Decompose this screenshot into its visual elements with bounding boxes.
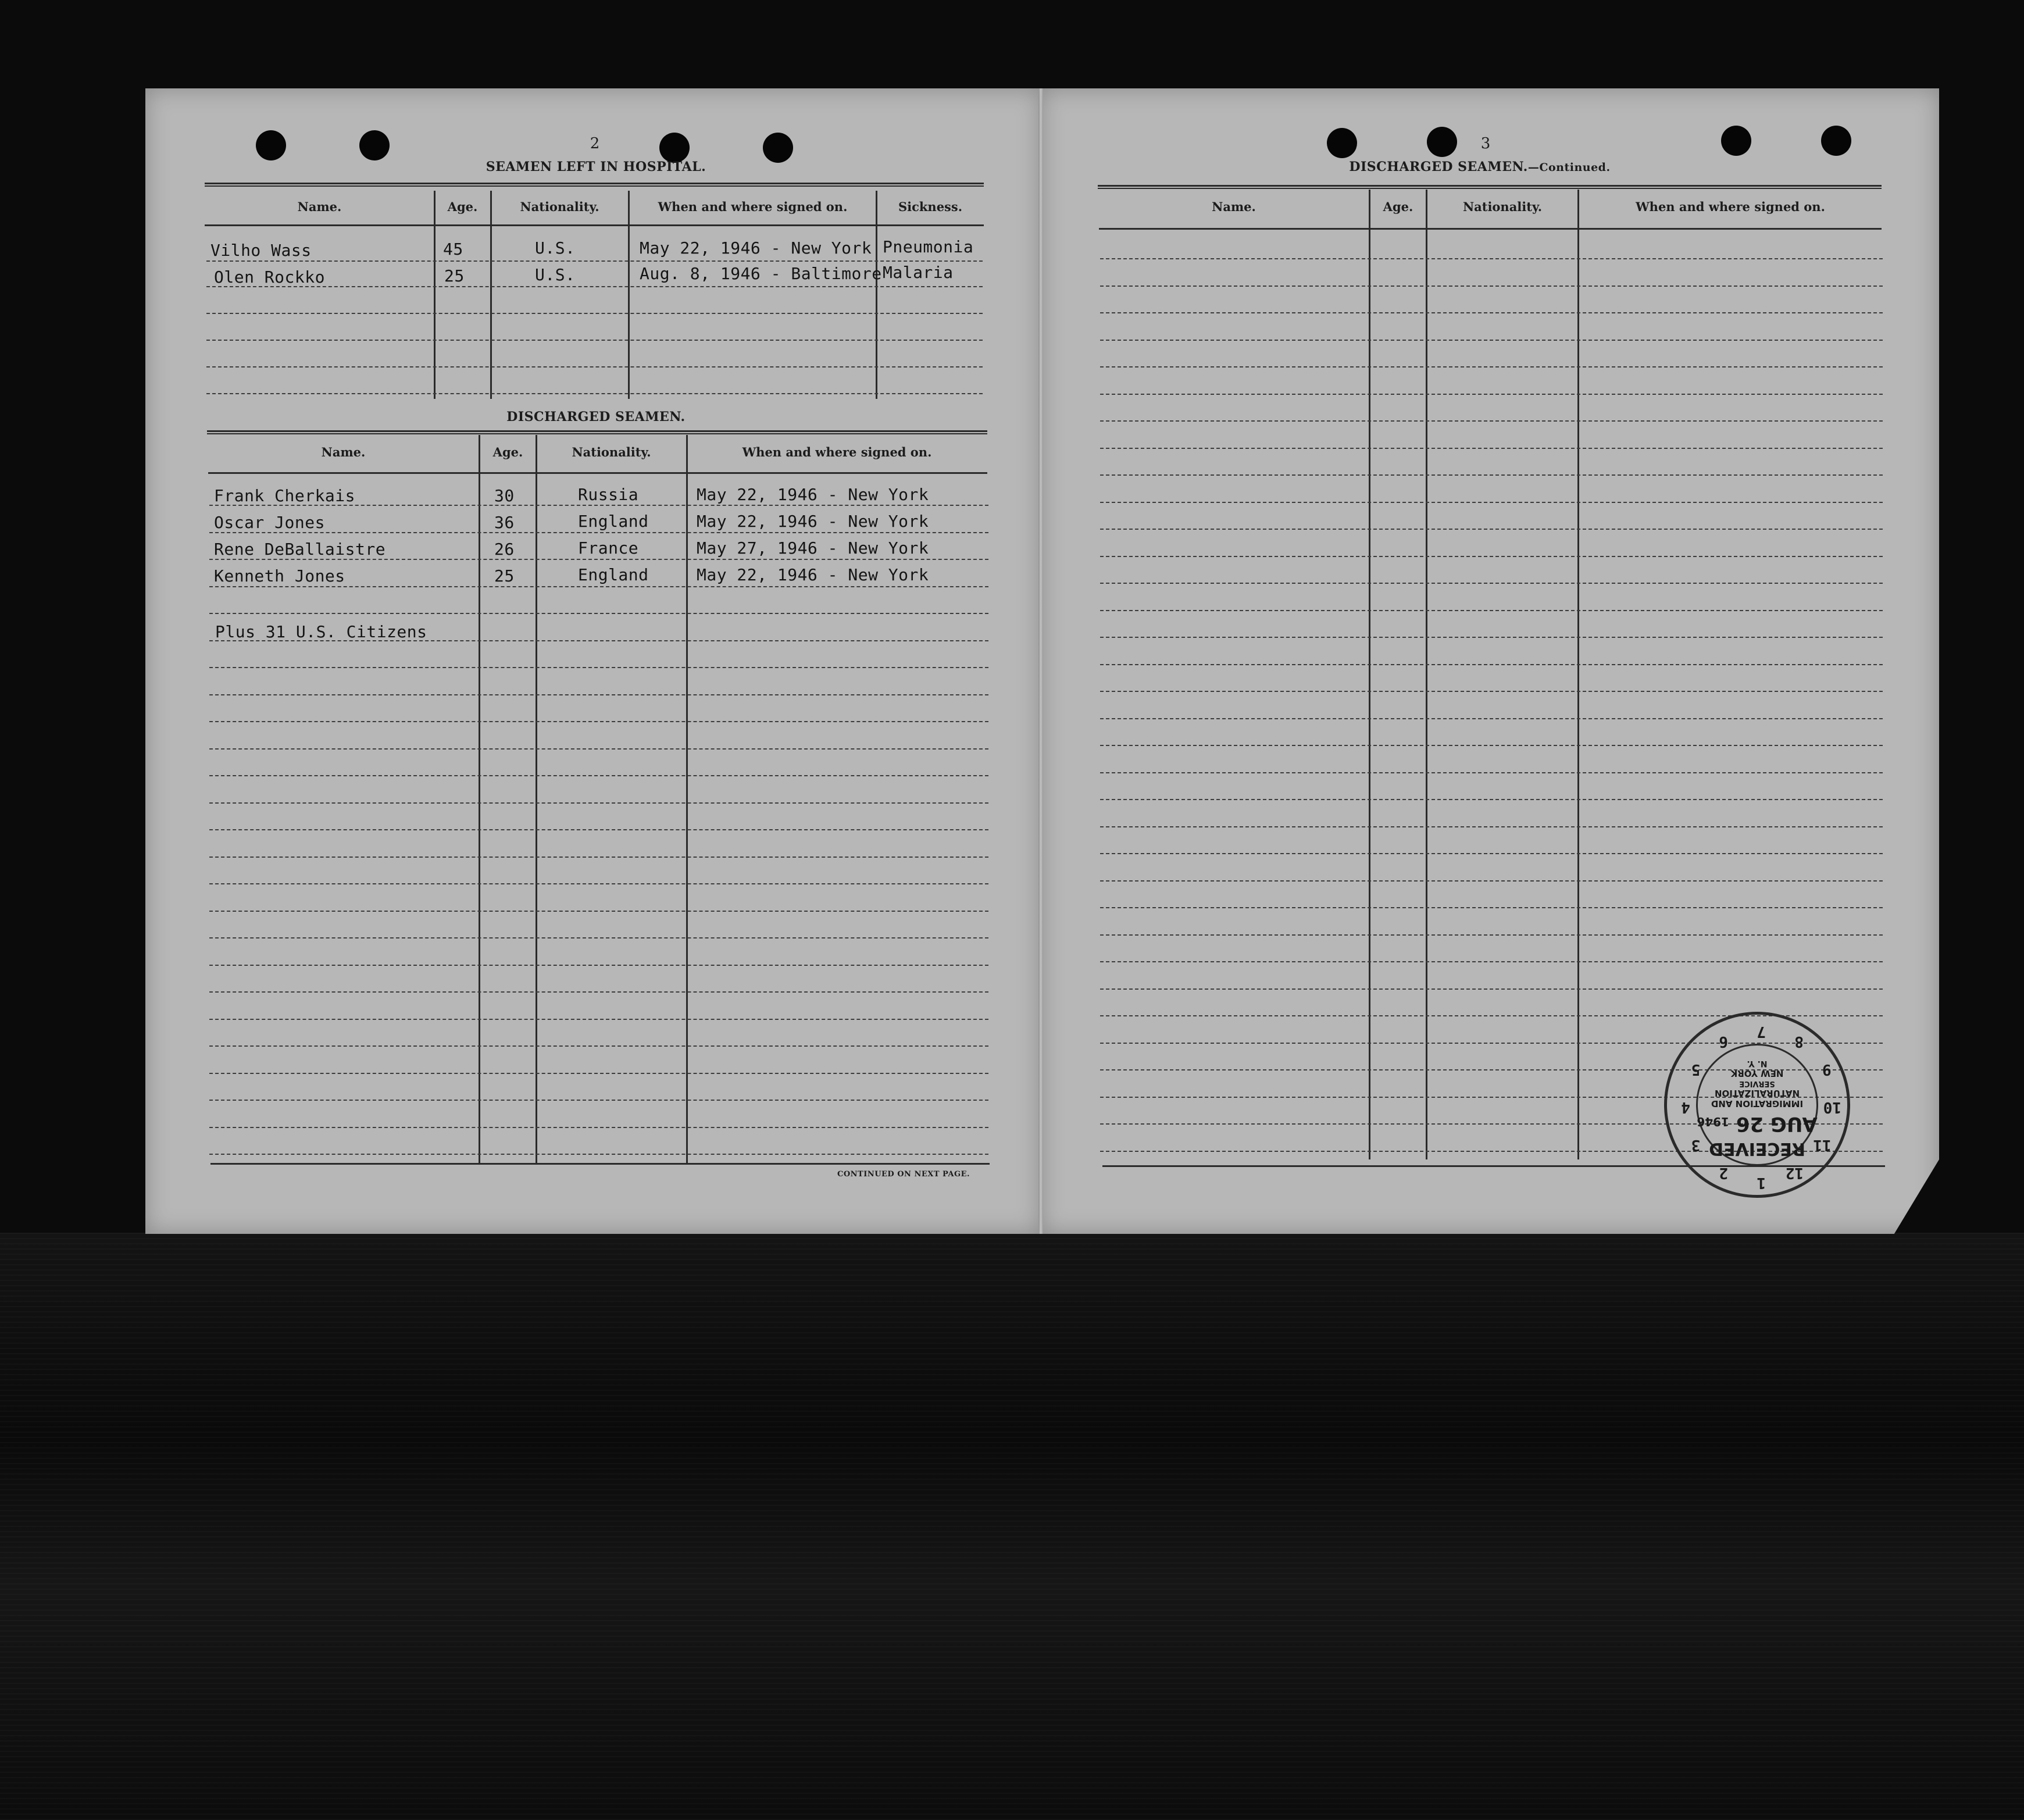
section-rule <box>205 183 984 187</box>
row-line <box>206 340 983 341</box>
punch-hole <box>1721 126 1751 156</box>
hospital-nationality: U.S. <box>535 265 576 284</box>
row-line <box>1100 664 1883 665</box>
col-header-signed-on: When and where signed on. <box>1636 199 1825 214</box>
hospital-age: 45 <box>443 240 463 259</box>
stamp-line: NEW YORK <box>1730 1068 1784 1079</box>
row-line <box>209 613 988 614</box>
row-line <box>1100 691 1883 692</box>
row-line <box>1100 610 1883 611</box>
row-line <box>1100 880 1883 882</box>
discharged-continued-title <box>1326 159 1634 174</box>
discharged-note: Plus 31 U.S. Citizens <box>215 622 427 641</box>
stamp-date <box>1667 1112 1847 1136</box>
column-divider <box>536 435 537 1163</box>
page-fold <box>1038 88 1043 1234</box>
stamp-line: SERVICE <box>1739 1079 1775 1088</box>
hospital-signed-on: Aug. 8, 1946 - Baltimore <box>640 264 882 283</box>
punch-hole <box>1327 128 1357 158</box>
stamp-ring-number: 8 <box>1794 1033 1804 1051</box>
row-line <box>1100 907 1883 908</box>
stamp-ring-number: 4 <box>1681 1098 1690 1116</box>
row-line <box>1100 556 1883 557</box>
col-header-signed-on: When and where signed on. <box>658 199 848 214</box>
row-line <box>1100 934 1883 936</box>
col-header-nationality: Nationality. <box>520 199 599 214</box>
col-header-sickness: Sickness. <box>898 199 963 214</box>
row-line <box>206 260 983 262</box>
page-number: 3 <box>1480 135 1491 152</box>
row-line <box>209 937 988 938</box>
row-line <box>1100 394 1883 395</box>
col-header-name: Name. <box>1212 199 1256 214</box>
punch-hole <box>1821 126 1851 156</box>
stamp-ring-number: 11 <box>1813 1136 1832 1154</box>
discharged-section-title: DISCHARGED SEAMEN. <box>506 409 686 424</box>
row-line <box>1100 366 1883 367</box>
stamp-ring-number: 12 <box>1785 1164 1804 1182</box>
row-line <box>209 911 988 912</box>
section-rule <box>207 430 987 434</box>
column-divider <box>628 191 630 399</box>
discharged-nationality: England <box>578 512 649 531</box>
column-divider <box>490 191 492 399</box>
punch-hole <box>659 133 690 163</box>
row-line <box>209 1100 988 1101</box>
row-line <box>209 1073 988 1074</box>
hospital-name: Vilho Wass <box>210 241 312 260</box>
stamp-year: 1946 <box>1697 1115 1729 1129</box>
stamp-received: RECEIVED <box>1709 1139 1805 1159</box>
column-divider <box>686 435 688 1163</box>
row-line <box>1100 961 1883 962</box>
col-header-nationality: Nationality. <box>572 445 651 459</box>
col-header-signed-on: When and where signed on. <box>742 445 932 459</box>
stamp-ring-number: 5 <box>1691 1061 1701 1078</box>
row-line <box>209 721 988 722</box>
row-line <box>1100 474 1883 476</box>
column-divider <box>1369 190 1370 1159</box>
row-line <box>209 1127 988 1128</box>
row-line <box>1100 529 1883 530</box>
stamp-ring-number: 6 <box>1719 1033 1728 1051</box>
row-line <box>1100 312 1883 313</box>
col-header-age: Age. <box>1383 199 1413 214</box>
stamp-line: N. Y. <box>1747 1059 1768 1068</box>
discharged-name: Kenneth Jones <box>214 566 345 586</box>
col-header-name: Name. <box>297 199 342 214</box>
discharged-name: Oscar Jones <box>214 513 325 532</box>
discharged-signed-on: May 22, 1946 - New York <box>697 512 929 531</box>
hospital-age: 25 <box>444 266 465 286</box>
punch-hole <box>359 130 390 160</box>
row-line <box>209 559 988 560</box>
page-number: 2 <box>590 135 600 152</box>
title-main: DISCHARGED SEAMEN. <box>1349 159 1528 174</box>
stamp-line: NATURALIZATION <box>1714 1088 1800 1098</box>
row-line <box>1100 448 1883 449</box>
row-line <box>206 366 983 367</box>
row-line <box>209 965 988 966</box>
row-line <box>1100 853 1883 854</box>
continued-footnote: CONTINUED ON NEXT PAGE. <box>837 1170 970 1179</box>
row-line <box>209 694 988 695</box>
discharged-signed-on: May 27, 1946 - New York <box>697 538 929 558</box>
column-divider <box>876 191 877 399</box>
table-bottom-rule <box>210 1163 990 1165</box>
hospital-sickness: Malaria <box>883 263 954 282</box>
row-line <box>1100 826 1883 827</box>
row-line <box>209 991 988 993</box>
row-line <box>1100 718 1883 719</box>
punch-hole <box>256 130 286 160</box>
discharged-nationality: England <box>578 565 649 584</box>
header-rule <box>205 224 984 226</box>
row-line <box>1100 799 1883 800</box>
row-line <box>209 829 988 830</box>
row-line <box>1100 772 1883 773</box>
row-line <box>209 748 988 750</box>
stamp-ring-number: 10 <box>1823 1098 1841 1116</box>
hospital-section-title: SEAMEN LEFT IN HOSPITAL. <box>486 159 706 174</box>
row-line <box>206 313 983 314</box>
discharged-age: 25 <box>494 566 515 586</box>
row-line <box>1100 988 1883 990</box>
discharged-name: Frank Cherkais <box>214 486 356 505</box>
stamp-ring-number: 1 <box>1757 1174 1766 1191</box>
column-divider <box>434 191 436 399</box>
row-line <box>209 775 988 776</box>
hospital-signed-on: May 22, 1946 - New York <box>640 238 872 258</box>
punch-hole <box>763 133 793 163</box>
discharged-age: 30 <box>494 486 515 505</box>
row-line <box>209 802 988 804</box>
stamp-date-day: AUG 26 <box>1736 1112 1818 1136</box>
row-line <box>206 393 983 394</box>
row-line <box>1100 583 1883 584</box>
stamp-line: IMMIGRATION AND <box>1711 1098 1804 1109</box>
row-line <box>209 883 988 884</box>
row-line <box>1100 420 1883 422</box>
scan-background <box>0 1233 2024 1820</box>
column-divider <box>1426 190 1427 1159</box>
discharged-age: 36 <box>494 513 515 532</box>
row-line <box>209 667 988 668</box>
discharged-signed-on: May 22, 1946 - New York <box>697 485 929 504</box>
received-stamp <box>1664 1012 1850 1198</box>
row-line <box>1100 258 1883 259</box>
stamp-ring-number: 2 <box>1719 1164 1728 1182</box>
title-suffix: —Continued. <box>1527 161 1611 174</box>
stamp-ring-number: 7 <box>1757 1023 1766 1040</box>
hospital-nationality: U.S. <box>535 238 576 258</box>
row-line <box>1100 286 1883 287</box>
row-line <box>209 586 988 587</box>
punch-hole <box>1427 127 1457 157</box>
col-header-nationality: Nationality. <box>1462 199 1543 214</box>
row-line <box>1100 340 1883 341</box>
column-divider <box>479 435 480 1163</box>
row-line <box>1100 637 1883 638</box>
row-line <box>209 1045 988 1047</box>
column-divider <box>1577 190 1579 1159</box>
discharged-name: Rene DeBallaistre <box>214 540 386 559</box>
row-line <box>209 1154 988 1155</box>
stamp-ring-number: 3 <box>1691 1136 1701 1154</box>
discharged-nationality: France <box>578 538 639 558</box>
hospital-sickness: Pneumonia <box>883 237 974 256</box>
discharged-nationality: Russia <box>578 485 639 504</box>
header-rule <box>208 472 987 474</box>
row-line <box>1100 745 1883 746</box>
section-rule <box>1098 185 1882 189</box>
col-header-name: Name. <box>321 445 366 459</box>
discharged-signed-on: May 22, 1946 - New York <box>697 565 929 584</box>
hospital-name: Olen Rockko <box>214 267 325 287</box>
col-header-age: Age. <box>447 199 478 214</box>
row-line <box>209 532 988 533</box>
header-rule <box>1099 228 1882 230</box>
row-line <box>209 857 988 858</box>
row-line <box>1100 502 1883 503</box>
discharged-age: 26 <box>494 540 515 559</box>
row-line <box>209 1019 988 1020</box>
stamp-ring-number: 9 <box>1822 1061 1832 1078</box>
col-header-age: Age. <box>492 445 523 459</box>
